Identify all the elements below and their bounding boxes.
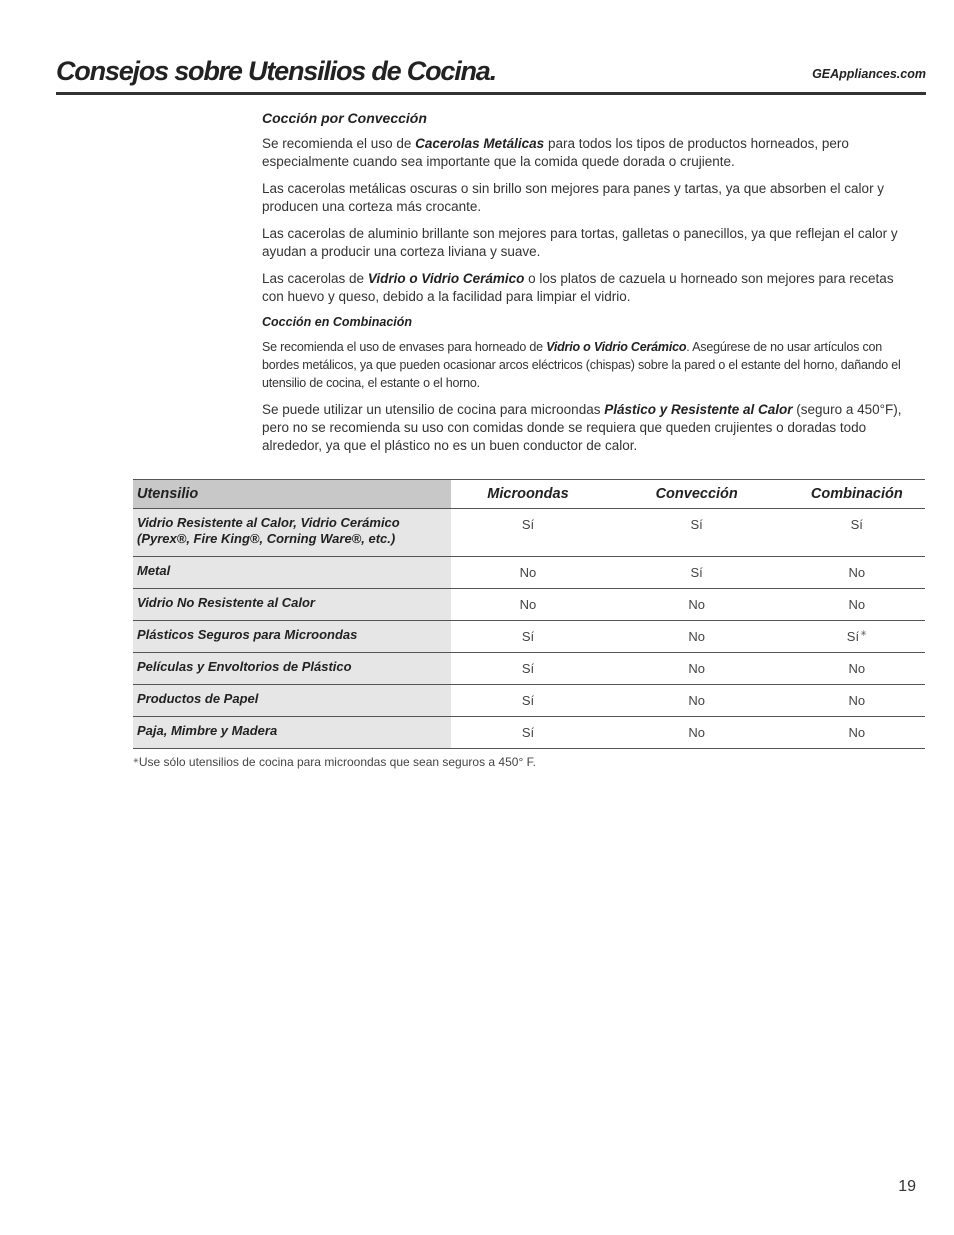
emphasis-text: Vidrio o Vidrio Cerámico — [546, 340, 687, 354]
utensil-name — [133, 509, 451, 557]
column-header-microwave: Microondas — [451, 480, 605, 509]
table-row — [133, 621, 925, 653]
utensil-name: Metal — [133, 557, 451, 589]
emphasis-text: Plástico y Resistente al Calor — [604, 402, 793, 417]
combination-paragraph-2 — [262, 401, 917, 455]
table-row — [133, 653, 925, 685]
convection-value: No — [605, 685, 789, 717]
microwave-value: Sí — [451, 685, 605, 717]
microwave-value: Sí — [451, 621, 605, 653]
column-header-convection: Convección — [605, 480, 789, 509]
combination-heading: Cocción en Combinación — [262, 315, 413, 329]
convection-paragraph-4 — [262, 270, 917, 306]
footnote-marker: ✳ — [133, 758, 139, 765]
combination-value: Sí — [789, 509, 925, 557]
utensil-table — [133, 479, 925, 749]
header-rule — [56, 92, 926, 95]
page-title: Consejos sobre Utensilios de Cocina. — [56, 56, 496, 86]
microwave-value: Sí — [451, 653, 605, 685]
table-row — [133, 685, 925, 717]
footnote-marker: ✳ — [860, 629, 867, 638]
combination-value: No — [789, 557, 925, 589]
utensil-name: Paja, Mimbre y Madera — [133, 717, 451, 749]
emphasis-text: Vidrio o Vidrio Cerámico — [367, 271, 525, 286]
convection-paragraph-1 — [262, 135, 917, 171]
utensil-name: Vidrio No Resistente al Calor — [133, 589, 451, 621]
convection-heading: Cocción por Convección — [262, 110, 427, 126]
convection-value: No — [605, 621, 789, 653]
convection-paragraph-2: Las cacerolas metálicas oscuras o sin brillo son mejores para panes y tartas, ya que absorben el calor y producen una corteza más crocante. — [262, 181, 885, 214]
utensil-name-line: Vidrio Resistente al Calor, Vidrio Cerámico — [137, 515, 400, 530]
content-section — [262, 110, 917, 464]
table-row — [133, 589, 925, 621]
combination-value: No — [789, 653, 925, 685]
table-row — [133, 509, 925, 557]
site-url: GEAppliances.com — [812, 67, 926, 81]
page-number: 19 — [898, 1178, 916, 1195]
convection-value: No — [605, 653, 789, 685]
combination-value: No — [789, 685, 925, 717]
combination-value: No — [789, 589, 925, 621]
microwave-value: Sí — [451, 509, 605, 557]
text-run: Se recomienda el uso de — [262, 136, 416, 151]
footnote-text: Use sólo utensilios de cocina para microondas que sean seguros a 450° F. — [138, 755, 536, 769]
microwave-value: No — [451, 557, 605, 589]
table-footnote — [133, 755, 536, 769]
utensil-name: Plásticos Seguros para Microondas — [133, 621, 451, 653]
utensil-name: Películas y Envoltorios de Plástico — [133, 653, 451, 685]
microwave-value: No — [451, 589, 605, 621]
emphasis-text: Cacerolas Metálicas — [415, 136, 545, 151]
utensil-name: Productos de Papel — [133, 685, 451, 717]
text-run: para todos los tipos de productos horneados, pero especialmente cuando sea importante que la comida quede dorada o crujiente. — [262, 136, 849, 169]
text-run: o los platos de cazuela u horneado son mejores para recetas con huevo y queso, debido a la facilidad para limpiar el vidrio. — [262, 271, 894, 304]
text-run: . Asegúrese de no usar artículos con bordes metálicos, ya que pueden ocasionar arcos eléctricos (chispas) sobre la pared o el estante del horno, dañando el utensilio de cocina, el estante o el horno. — [262, 340, 901, 390]
combination-value-text: Sí — [846, 629, 860, 644]
microwave-value: Sí — [451, 717, 605, 749]
utensil-name-line: (Pyrex®, Fire King®, Corning Ware®, etc.) — [137, 531, 396, 546]
convection-value: No — [605, 589, 789, 621]
column-header-combination: Combinación — [789, 480, 925, 509]
combination-paragraph-1 — [262, 338, 917, 392]
column-header-utensil: Utensilio — [133, 480, 451, 509]
convection-value: Sí — [605, 557, 789, 589]
table-row — [133, 717, 925, 749]
text-run: (seguro a 450°F), pero no se recomienda su uso con comidas donde se requiera que queden crujientes o doradas todo alrededor, ya que el plástico no es un buen conductor de calor. — [262, 402, 902, 453]
combination-value — [789, 621, 925, 653]
convection-value: Sí — [605, 509, 789, 557]
table-row — [133, 557, 925, 589]
convection-paragraph-3: Las cacerolas de aluminio brillante son mejores para tortas, galletas o panecillos, ya que reflejan el calor y ayudan a producir una corteza liviana y suave. — [262, 226, 898, 259]
text-run: Se recomienda el uso de envases para horneado de — [262, 340, 547, 354]
page-header — [56, 56, 926, 94]
text-run: Se puede utilizar un utensilio de cocina para microondas — [262, 402, 605, 417]
convection-value: No — [605, 717, 789, 749]
text-run: Las cacerolas de — [262, 271, 368, 286]
combination-value: No — [789, 717, 925, 749]
table-header-row — [133, 480, 925, 509]
